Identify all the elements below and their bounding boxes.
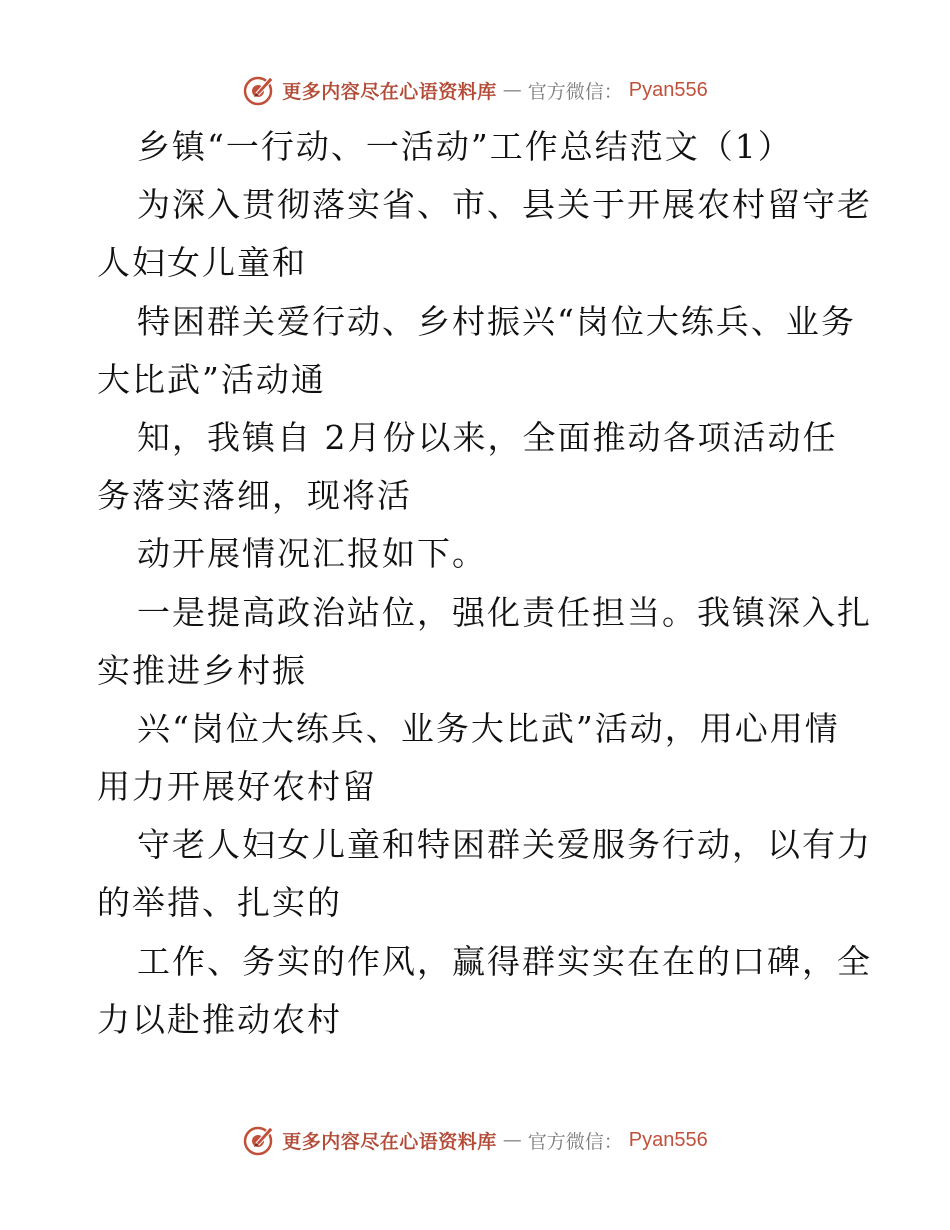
paragraph-line: 实推进乡村振 xyxy=(97,650,307,690)
paragraph-line: 一是提高政治站位，强化责任担当。我镇深入扎 xyxy=(137,592,872,632)
banner-wechat-label: 官方微信： xyxy=(527,1130,623,1153)
paragraph-line: 动开展情况汇报如下。 xyxy=(137,534,487,574)
banner-brand-text: 更多内容尽在心语资料库 xyxy=(282,80,497,103)
paragraph-line: 力以赴推动农村 xyxy=(97,999,342,1039)
paragraph-line: 人妇女儿童和 xyxy=(97,243,307,283)
paragraph-line: 大比武”活动通 xyxy=(97,359,326,399)
paragraph-line: 特困群关爱行动、乡村振兴“岗位大练兵、业务 xyxy=(137,301,856,341)
paragraph-line: 为深入贯彻落实省、市、县关于开展农村留守老 xyxy=(137,185,872,225)
document-title: 乡镇“一行动、一活动”工作总结范文（1） xyxy=(137,127,793,166)
paragraph-line: 工作、务实的作风，赢得群实实在在的口碑，全 xyxy=(137,941,872,981)
pen-logo-icon xyxy=(242,73,276,107)
banner-wechat-label: 官方微信： xyxy=(527,80,623,103)
footer-banner xyxy=(0,1120,950,1160)
document-body xyxy=(97,118,872,1049)
paragraph-line: 守老人妇女儿童和特困群关爱服务行动，以有力 xyxy=(137,825,872,865)
banner-brand-text: 更多内容尽在心语资料库 xyxy=(282,1130,497,1153)
banner-wechat-id: Pyan556 xyxy=(628,78,708,101)
paragraph-line: 用力开展好农村留 xyxy=(97,767,377,807)
banner-dash: — xyxy=(502,79,522,101)
paragraph-line: 务落实落细，现将活 xyxy=(97,476,412,516)
paragraph-line: 知，我镇自 2月份以来，全面推动各项活动任 xyxy=(137,417,838,457)
paragraph-line: 兴“岗位大练兵、业务大比武”活动，用心用情 xyxy=(137,708,840,748)
pen-logo-icon xyxy=(242,1123,276,1157)
banner-wechat-id: Pyan556 xyxy=(628,1128,708,1151)
paragraph-line: 的举措、扎实的 xyxy=(97,883,342,923)
header-banner xyxy=(0,70,950,110)
banner-dash: — xyxy=(502,1129,522,1151)
